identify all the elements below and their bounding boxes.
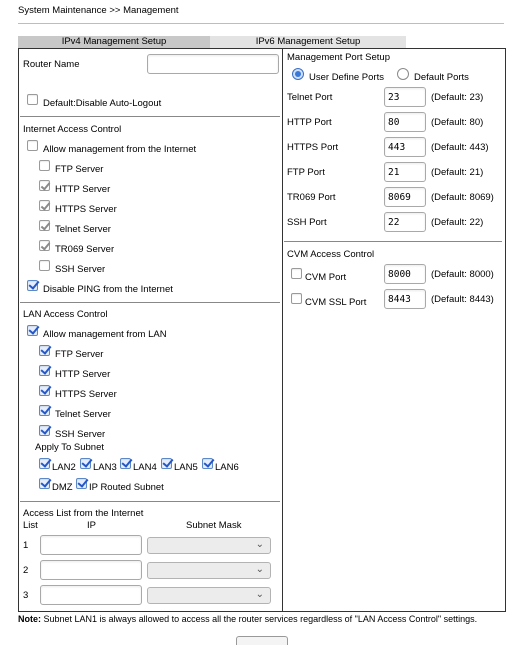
ftp-port-default: (Default: 21) bbox=[431, 167, 484, 178]
ssh-port-label: SSH Port bbox=[287, 217, 327, 228]
divider bbox=[20, 501, 280, 502]
access-list-row-index: 1 bbox=[23, 540, 29, 551]
cvm-port-label: CVM Port bbox=[305, 272, 347, 283]
http-port-label: HTTP Port bbox=[287, 117, 332, 128]
subnet-ip-routed-checkbox[interactable] bbox=[76, 478, 87, 489]
tr069-port-label: TR069 Port bbox=[287, 192, 336, 203]
ftp-port-label: FTP Port bbox=[287, 167, 325, 178]
access-list-ip-input[interactable] bbox=[40, 560, 142, 580]
subnet-lan2-checkbox[interactable] bbox=[39, 458, 50, 469]
access-list-col-list: List bbox=[23, 520, 38, 531]
internet-access-heading: Internet Access Control bbox=[23, 124, 122, 135]
default-ports-label: Default Ports bbox=[414, 72, 469, 83]
http-port-input[interactable] bbox=[384, 112, 426, 132]
telnet-port-default: (Default: 23) bbox=[431, 92, 484, 103]
auto-logout-checkbox[interactable] bbox=[27, 94, 38, 105]
subnet-lan6-label: LAN6 bbox=[215, 462, 239, 473]
divider bbox=[20, 302, 280, 303]
access-list-row-index: 2 bbox=[23, 565, 29, 576]
internet-https-checkbox[interactable] bbox=[39, 200, 50, 211]
ssh-port-default: (Default: 22) bbox=[431, 217, 484, 228]
subnet-lan3-label: LAN3 bbox=[93, 462, 117, 473]
subnet-dmz-checkbox[interactable] bbox=[39, 478, 50, 489]
telnet-port-input[interactable] bbox=[384, 87, 426, 107]
lan-ftp-checkbox[interactable] bbox=[39, 345, 50, 356]
internet-ftp-label: FTP Server bbox=[55, 164, 104, 175]
access-list-col-ip: IP bbox=[87, 520, 96, 531]
cvm-ssl-port-checkbox[interactable] bbox=[291, 293, 302, 304]
subnet-lan5-label: LAN5 bbox=[174, 462, 198, 473]
disable-ping-checkbox[interactable] bbox=[27, 280, 38, 291]
access-list-col-mask: Subnet Mask bbox=[186, 520, 242, 531]
access-list-mask-select[interactable] bbox=[147, 537, 271, 554]
subnet-lan2-label: LAN2 bbox=[52, 462, 76, 473]
note-prefix: Note: bbox=[18, 614, 41, 624]
ssh-port-input[interactable] bbox=[384, 212, 426, 232]
internet-tr069-checkbox[interactable] bbox=[39, 240, 50, 251]
internet-telnet-checkbox[interactable] bbox=[39, 220, 50, 231]
tab-ipv6-management[interactable]: IPv6 Management Setup bbox=[210, 36, 406, 48]
lan-https-label: HTTPS Server bbox=[55, 389, 117, 400]
tr069-port-default: (Default: 8069) bbox=[431, 192, 494, 203]
cvm-port-checkbox[interactable] bbox=[291, 268, 302, 279]
allow-lan-checkbox[interactable] bbox=[27, 325, 38, 336]
footer-note bbox=[18, 613, 477, 625]
lan-http-label: HTTP Server bbox=[55, 369, 111, 380]
lan-telnet-label: Telnet Server bbox=[55, 409, 111, 420]
https-port-label: HTTPS Port bbox=[287, 142, 339, 153]
lan-telnet-checkbox[interactable] bbox=[39, 405, 50, 416]
https-port-input[interactable] bbox=[384, 137, 426, 157]
subnet-lan3-checkbox[interactable] bbox=[80, 458, 91, 469]
auto-logout-label: Default:Disable Auto-Logout bbox=[43, 98, 162, 109]
telnet-port-label: Telnet Port bbox=[287, 92, 333, 103]
allow-lan-label: Allow management from LAN bbox=[43, 329, 167, 340]
internet-ssh-checkbox[interactable] bbox=[39, 260, 50, 271]
cvm-port-input[interactable] bbox=[384, 264, 426, 284]
cvm-ssl-port-default: (Default: 8443) bbox=[431, 294, 494, 305]
router-name-label: Router Name bbox=[23, 59, 80, 70]
cvm-ssl-port-label: CVM SSL Port bbox=[305, 297, 367, 308]
subnet-lan4-label: LAN4 bbox=[133, 462, 157, 473]
tr069-port-input[interactable] bbox=[384, 187, 426, 207]
lan-https-checkbox[interactable] bbox=[39, 385, 50, 396]
lan-http-checkbox[interactable] bbox=[39, 365, 50, 376]
divider bbox=[284, 241, 502, 242]
lan-access-heading: LAN Access Control bbox=[23, 309, 108, 320]
internet-http-checkbox[interactable] bbox=[39, 180, 50, 191]
subnet-dmz-label: DMZ bbox=[52, 482, 73, 493]
access-list-heading: Access List from the Internet bbox=[23, 508, 144, 519]
divider bbox=[20, 116, 280, 117]
http-port-default: (Default: 80) bbox=[431, 117, 484, 128]
apply-subnet-label: Apply To Subnet bbox=[35, 442, 105, 453]
internet-http-label: HTTP Server bbox=[55, 184, 111, 195]
access-list-mask-select[interactable] bbox=[147, 587, 271, 604]
lan-ssh-checkbox[interactable] bbox=[39, 425, 50, 436]
user-define-ports-radio[interactable] bbox=[292, 68, 304, 80]
disable-ping-label: Disable PING from the Internet bbox=[43, 284, 173, 295]
internet-telnet-label: Telnet Server bbox=[55, 224, 111, 235]
subnet-ip-routed-label: IP Routed Subnet bbox=[89, 482, 164, 493]
chevron-down-icon: ⌄ bbox=[255, 539, 264, 550]
note-text: Subnet LAN1 is always allowed to access all the router services regardless of "LAN Access Control" settings. bbox=[43, 614, 478, 624]
tab-ipv4-management[interactable]: IPv4 Management Setup bbox=[18, 36, 210, 48]
allow-internet-checkbox[interactable] bbox=[27, 140, 38, 151]
internet-ftp-checkbox[interactable] bbox=[39, 160, 50, 171]
internet-https-label: HTTPS Server bbox=[55, 204, 117, 215]
default-ports-radio[interactable] bbox=[397, 68, 409, 80]
access-list-ip-input[interactable] bbox=[40, 535, 142, 555]
allow-internet-label: Allow management from the Internet bbox=[43, 144, 197, 155]
ok-button[interactable] bbox=[236, 636, 288, 645]
cvm-ssl-port-input[interactable] bbox=[384, 289, 426, 309]
port-setup-heading: Management Port Setup bbox=[287, 52, 390, 63]
page-title: System Maintenance >> Management bbox=[18, 5, 179, 16]
right-panel bbox=[282, 48, 506, 612]
lan-ssh-label: SSH Server bbox=[55, 429, 106, 440]
subnet-lan6-checkbox[interactable] bbox=[202, 458, 213, 469]
access-list-row-index: 3 bbox=[23, 590, 29, 601]
ftp-port-input[interactable] bbox=[384, 162, 426, 182]
title-divider bbox=[18, 23, 504, 24]
access-list-mask-select[interactable] bbox=[147, 562, 271, 579]
chevron-down-icon: ⌄ bbox=[255, 564, 264, 575]
router-name-input[interactable] bbox=[147, 54, 279, 74]
internet-tr069-label: TR069 Server bbox=[55, 244, 115, 255]
subnet-lan5-checkbox[interactable] bbox=[161, 458, 172, 469]
access-list-ip-input[interactable] bbox=[40, 585, 142, 605]
cvm-access-heading: CVM Access Control bbox=[287, 249, 375, 260]
internet-ssh-label: SSH Server bbox=[55, 264, 106, 275]
chevron-down-icon: ⌄ bbox=[255, 589, 264, 600]
lan-ftp-label: FTP Server bbox=[55, 349, 104, 360]
cvm-port-default: (Default: 8000) bbox=[431, 269, 494, 280]
user-define-ports-label: User Define Ports bbox=[309, 72, 384, 83]
https-port-default: (Default: 443) bbox=[431, 142, 489, 153]
subnet-lan4-checkbox[interactable] bbox=[120, 458, 131, 469]
